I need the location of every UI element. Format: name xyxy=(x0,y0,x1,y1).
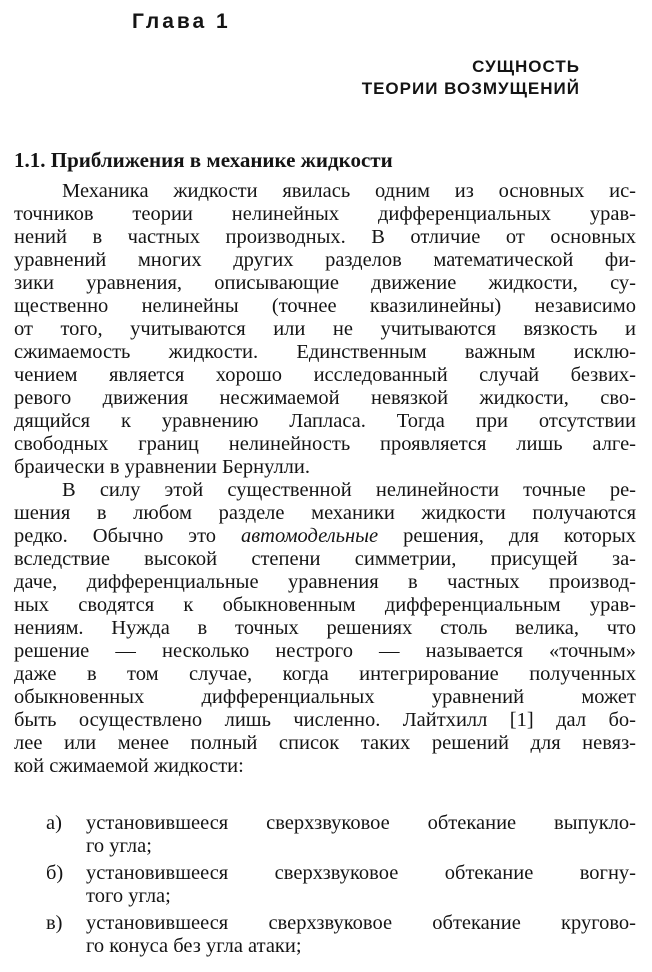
text-fragment: редко. Обычно это xyxy=(14,525,242,547)
text-line: кой сжимаемой жидкости: xyxy=(14,755,244,777)
list-marker: в) xyxy=(46,912,63,934)
text-line: щественно нелинейны (точнее квазилинейны) независимо xyxy=(14,295,636,317)
text-fragment: решения, для которых xyxy=(378,525,636,547)
text-line: уравнений многих других разделов математической фи- xyxy=(14,249,636,271)
text-line: установившееся сверхзвуковое обтекание вогну- xyxy=(86,862,636,884)
chapter-title xyxy=(362,56,580,100)
text-line: быть осуществлено лишь численно. Лайтхилл [1] дал бо- xyxy=(14,709,636,731)
paragraph xyxy=(14,180,636,479)
text-line: свободных границ нелинейность проявляется лишь алге- xyxy=(14,433,636,455)
section-heading: 1.1. Приближения в механике жидкости xyxy=(14,148,393,172)
text-line: го конуса без угла атаки; xyxy=(86,935,302,957)
list-item-text xyxy=(86,862,636,908)
list-item-text xyxy=(86,812,636,858)
text-line: установившееся сверхзвуковое обтекание выпукло- xyxy=(86,812,636,834)
text-line: ревого движения несжимаемой невязкой жидкости, сво- xyxy=(14,387,636,409)
list-item xyxy=(46,862,636,908)
list-marker: б) xyxy=(46,862,64,884)
list-marker: а) xyxy=(46,812,62,834)
text-line: дящийся к уравнению Лапласа. Тогда при отсутствии xyxy=(14,410,636,432)
text-line: установившееся сверхзвуковое обтекание кругово- xyxy=(86,912,636,934)
text-line: точников теории нелинейных дифференциальных урав- xyxy=(14,203,636,225)
text-line: чением является хорошо исследованный случай безвих- xyxy=(14,364,636,386)
text-line: решение — несколько нестрого — называется «точным» xyxy=(14,640,636,662)
italic-term: автомодельные xyxy=(241,525,379,547)
text-line: го угла; xyxy=(86,835,152,857)
text-line: браически в уравнении Бернулли. xyxy=(14,456,311,478)
solution-list xyxy=(46,812,636,962)
list-item xyxy=(46,912,636,958)
list-item-text xyxy=(86,912,636,958)
text-line: лее или менее полный список таких решений для невяз- xyxy=(14,732,636,754)
text-line: от того, учитываются или не учитываются вязкость и xyxy=(14,318,636,340)
chapter-title-line: СУЩНОСТЬ xyxy=(472,57,580,76)
text-line: зики уравнения, описывающие движение жидкости, су- xyxy=(14,272,636,294)
chapter-label: Глава 1 xyxy=(132,10,231,33)
text-line: сжимаемость жидкости. Единственным важным исклю- xyxy=(14,341,636,363)
body-text xyxy=(14,180,636,778)
text-line: нений в частных производных. В отличие от основных xyxy=(14,226,636,248)
text-line: даже в том случае, когда интегрирование полученных xyxy=(14,663,636,685)
chapter-title-line: ТЕОРИИ ВОЗМУЩЕНИЙ xyxy=(361,79,580,98)
text-line: нениям. Нужда в точных решениях столь велика, что xyxy=(14,617,636,639)
text-line: шения в любом разделе механики жидкости получаются xyxy=(14,502,636,524)
text-line: даче, дифференциальные уравнения в частных производ- xyxy=(14,571,636,593)
paragraph xyxy=(14,479,636,778)
text-line xyxy=(14,525,636,548)
text-line: ных сводятся к обыкновенным дифференциальным урав- xyxy=(14,594,636,616)
text-line: В силу этой существенной нелинейности точные ре- xyxy=(62,479,636,501)
text-line: того угла; xyxy=(86,885,171,907)
text-line: обыкновенных дифференциальных уравнений может xyxy=(14,686,636,708)
text-line: Механика жидкости явилась одним из основных ис- xyxy=(62,180,636,202)
text-line: вследствие высокой степени симметрии, присущей за- xyxy=(14,548,636,570)
list-item xyxy=(46,812,636,858)
